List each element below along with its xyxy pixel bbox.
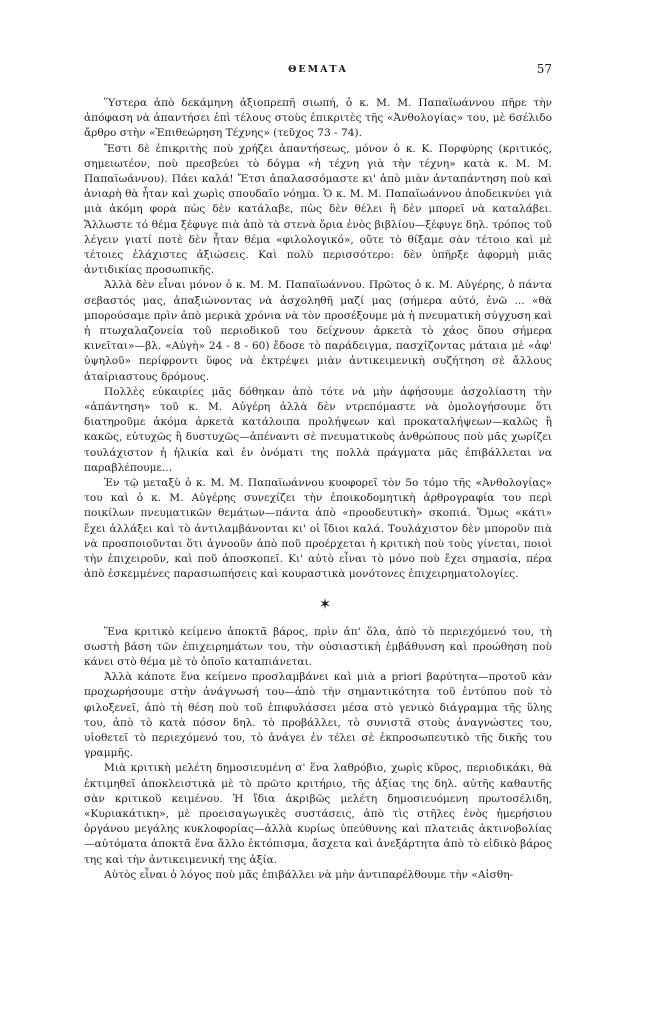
paragraph: Ἔστι δὲ ἐπικριτὴς ποὺ χρήζει ἀπαντήσεως, μόνον ὁ κ. Κ. Πορφύρης (κριτικός, σημειωτέον, ποὺ πρεσβεύει τὸ δόγμα «ἡ τέχνη γιὰ τὴν τέχνη» κατὰ κ. Μ. Μ. Παπαϊωάννου). Πάει καλά! Ἔτσι ἀπαλασσόμαστε κι' ἀπὸ μιὰν ἀνταπάντηση ποὺ καὶ ἀνιαρὴ θὰ ἦταν καὶ χωρὶς σπουδαῖο νόημα. Ὁ κ. Μ. Μ. Παπαϊωάννου ἀποδεικνύει γιὰ μιὰ ἀκόμη φορὰ πὼς δὲν κατάλαβε, πὼς δὲν θέλει ἢ δὲν μπορεῖ νὰ καταλάβει. Ἄλλωστε τό θέμα ξέφυγε πιὰ ἀπὸ τὰ στενὰ ὅρια ἑνὸς βιβλίου—ξέφυγε δηλ. τρόπος τοῦ λέγειν γιατί ποτὲ δὲν ἦταν θέμα «φιλολογικό», οὔτε τὸ θίξαμε σὰν τέτοιο καὶ μὲ τέτοιες ἐλάχιστες ἀξιώσεις. Καὶ πολὺ περισσότερο: δὲν ὑπῆρξε ἀφορμὴ μιᾶς ἀντιδικίας προσωπικῆς. [84, 142, 552, 277]
paragraph: Ἐν τῷ μεταξὺ ὁ κ. Μ. Μ. Παπαϊωάννου κυοφορεῖ τὸν 5ο τόμο τῆς «Ἀνθολογίας» του καὶ ὁ κ. Μ. Αὐγέρης συνεχίζει τὴν ἐποικοδομητικὴ ἀρθρογραφία του περὶ ποικίλων πνευματικῶν θεμάτων—πάντα ἀπὸ «προοδευτικὴ» σκοπιά. Ὅμως «κάτι» ἔχει ἀλλάξει καὶ τὸ ἀντιλαμβάνονται κι' οἱ ἴδιοι καλά. Τουλάχιστον δὲν μποροῦν πιὰ νὰ προσποιοῦνται ὅτι ἀγνοοῦν ἀπὸ ποῦ προέρχεται ἡ κριτικὴ ποὺ τοὺς γίνεται, ποιοὶ τὴν ἐπιχειροῦν, καὶ ποῦ ἀποσκοπεῖ. Κι' αὐτὸ εἶναι τὸ μόνο ποὺ ἔχει σημασία, πέρα ἀπὸ ἐσκεμμένες παρασιωπήσεις καὶ κουραστικὰ μονότονες ἐπιχειρηματολογίες. [84, 477, 552, 581]
paragraph: Ὕστερα ἀπὸ δεκάμηνη ἀξιοπρεπῆ σιωπή, ὁ κ. Μ. Μ. Παπαϊωάννου πῆρε τὴν ἀπόφαση νὰ ἀπαντήσει ἐπὶ τέλους στοὺς ἐπικριτὲς τῆς «Ἀνθολογίας» του, μὲ 6σέλιδο ἄρθρο στὴν «Ἐπιθεώρηση Τέχνης» (τεῦχος 73 - 74). [84, 97, 552, 140]
section-separator-star: ✶ [318, 594, 332, 613]
article-section-1 [84, 96, 552, 583]
paragraph: Ἀλλὰ δὲν εἶναι μόνον ὁ κ. Μ. Μ. Παπαϊωάννου. Πρῶτος ὁ κ. Μ. Αὐγέρης, ὁ πάντα σεβαστός μας, ἀπαξιώνοντας νὰ ἀσχοληθῆ μαζί μας (σήμερα αὐτό, ἐνῶ ... «θὰ μπορούσαμε πρὶν ἀπὸ μερικὰ χρόνια νὰ τὸν προσέξουμε μὰ ἡ πνευματικὴ σύγχυση καὶ ἡ πτωχαλαζονεία τοῦ περιοδικοῦ του δείχνουν ἀρκετὰ τὸ χάος ὅπου σήμερα κινεῖται»—βλ. «Αὐγὴ» 24 - 8 - 60) ἔδοσε τὸ παράδειγμα, πασχίζοντας μάταια μὲ «ἀφ' ὑψηλοῦ» περίφροντι ὕφος νὰ ἐκτρέψει μιὰν ἀντικειμενικὴ συζήτηση σὲ ἄλλους ἀταίριαστους δρόμους. [84, 279, 552, 383]
paragraph: Μιὰ κριτικὴ μελέτη δημοσιευμένη σ' ἕνα λαθρόβιο, χωρὶς κῦρος, περιοδικάκι, θὰ ἐκτιμηθεῖ ἀποκλειστικὰ μὲ τὸ πρῶτο κριτήριο, τῆς ἀξίας της δηλ. αὐτῆς καθαυτῆς σὰν κριτικοῦ κειμένου. Ἡ ἴδια ἀκριβῶς μελέτη δημοσιευόμενη πρωτοσέλιδη, «Κυριακάτικη», μὲ προεισαγωγικὲς συστάσεις, ἀπὸ τὶς στῆλες ἑνὸς ἡμερήσιου ὀργάνου μεγάλης κυκλοφορίας—ἀλλὰ κυρίως ὑπεύθυνης καὶ πλατειᾶς ἀκτινοβολίας—αὐτόματα ἀποκτᾶ ἕνα ἄλλο ἐκτόπισμα, ἄσχετα καὶ ἀνεξάρτητα ἀπὸ τὸ εἰδικὸ βάρος της καὶ τὴν ἀντικειμενική της ἀξία. [84, 762, 552, 866]
paragraph: Ἀλλὰ κάποτε ἕνα κείμενο προσλαμβάνει καὶ μιὰ a priori βαρύτητα—προτοῦ κὰν προχωρήσουμε στὴν ἀνάγνωσή του—ἀπὸ τὴν σημαντικότητα τοῦ ἐντύπου ποὺ τὸ φιλοξενεῖ, ἀπὸ τὴ θέση ποὺ τοῦ ἐπιφυλάσσει μέσα στὸ γενικὸ διάγραμμα τῆς ὕλης του, ἀπὸ τὸ κατὰ πόσον δηλ. τὸ προβάλλει, τὸ συνιστᾶ στοὺς ἀναγνώστες του, υἱοθετεῖ τὸ περιεχόμενό του, τὸ ἀνάγει ἐν τέλει σὲ ἐκπροσωπευτικὸ τῆς δικῆς του γραμμῆς. [84, 671, 552, 760]
journal-page [84, 62, 552, 1012]
paragraph: Πολλὲς εὐκαιρίες μᾶς δόθηκαν ἀπὸ τότε νὰ μὴν ἀφήσουμε ἀσχολίαστη τὴν «ἀπάντηση» τοῦ κ. Μ. Αὐγέρη ἀλλὰ δὲν ντρεπόμαστε νὰ ὁμολογήσουμε ὅτι διατηροῦμε ἀκόμα ἀρκετὰ κατάλοιπα προλήψεων καὶ προκαταλήψεων—καλῶς ἢ κακῶς, εὐτυχῶς ἢ δυστυχῶς—ἀπέναντι σὲ πνευματικοὺς ἀνθρώπους ποὺ μᾶς χωρίζει τουλάχιστον ἡ ἡλικία καὶ ἐν ὀνόματι της πολλὰ πράγματα μᾶς ἐπιβάλλεται να παραβλέπουμε... [84, 385, 552, 474]
paragraph: Ἕνα κριτικὸ κείμενο ἀποκτᾶ βάρος, πρὶν ἀπ' ὅλα, ἀπὸ τὸ περιεχόμενό του, τὴ σωστὴ βάση τῶν ἐπιχειρημάτων του, τὴν οὐσιαστικὴ ἐμβάθυνση καὶ προώθηση ποὺ κάνει στὸ θέμα μὲ τὸ ὁποῖο καταπιάνεται. [84, 625, 552, 668]
page-number: 57 [536, 62, 552, 76]
running-title: ΘΕΜΑΤΑ [288, 64, 348, 75]
page-header [84, 62, 552, 82]
paragraph: Αὐτὸς εἶναι ὁ λόγος ποὺ μᾶς ἐπιβάλλει νὰ μὴν ἀντιπαρέλθουμε τὴν «Αἰσθη- [104, 868, 514, 881]
article-section-2 [84, 625, 552, 883]
